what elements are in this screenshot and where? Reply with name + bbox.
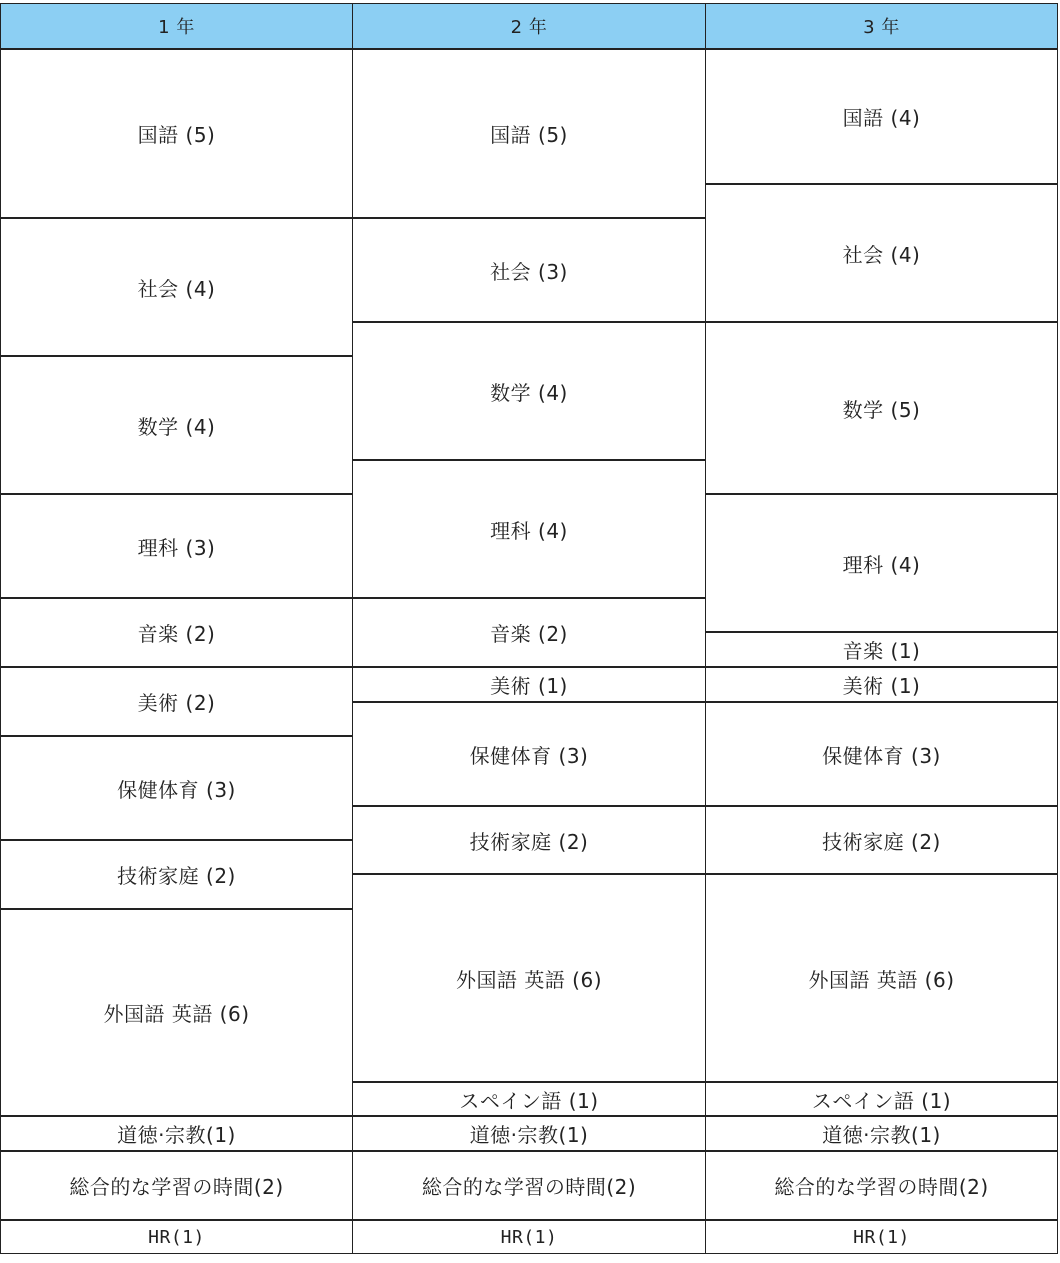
subject-cell: 音楽 (2): [0, 598, 353, 667]
subject-cell: 保健体育 (3): [705, 702, 1058, 806]
subject-cell: HR(1): [0, 1220, 353, 1254]
subject-cell: 美術 (1): [352, 667, 706, 702]
grade-3-column: [706, 4, 1058, 1254]
subject-cell: 美術 (1): [705, 667, 1058, 702]
subject-cell: 技術家庭 (2): [352, 806, 706, 874]
subject-cell: 保健体育 (3): [0, 736, 353, 840]
subject-cell: 保健体育 (3): [352, 702, 706, 806]
subject-cell: 道徳·宗教(1): [0, 1116, 353, 1151]
subject-cell: スペイン語 (1): [352, 1082, 706, 1116]
subject-cell: 音楽 (1): [705, 632, 1058, 667]
subject-cell: 理科 (4): [705, 494, 1058, 632]
grade-3-header: 3 年: [705, 3, 1058, 49]
subject-cell: 国語 (4): [705, 49, 1058, 184]
subject-cell: 音楽 (2): [352, 598, 706, 667]
subject-cell: 数学 (4): [352, 322, 706, 460]
subject-cell: 道徳·宗教(1): [705, 1116, 1058, 1151]
subject-cell: 理科 (4): [352, 460, 706, 598]
grade-2-header: 2 年: [352, 3, 706, 49]
subject-cell: 外国語 英語 (6): [0, 909, 353, 1116]
subject-cell: 数学 (4): [0, 356, 353, 494]
subject-cell: 技術家庭 (2): [0, 840, 353, 909]
subject-cell: 社会 (4): [0, 218, 353, 356]
grade-2-column: [353, 4, 706, 1254]
subject-cell: 国語 (5): [0, 49, 353, 218]
subject-cell: 理科 (3): [0, 494, 353, 598]
subject-cell: 国語 (5): [352, 49, 706, 218]
subject-cell: 総合的な学習の時間(2): [705, 1151, 1058, 1220]
subject-cell: 社会 (4): [705, 184, 1058, 322]
subject-cell: 総合的な学習の時間(2): [352, 1151, 706, 1220]
subject-cell: 外国語 英語 (6): [705, 874, 1058, 1082]
subject-cell: 美術 (2): [0, 667, 353, 736]
subject-cell: スペイン語 (1): [705, 1082, 1058, 1116]
subject-cell: 技術家庭 (2): [705, 806, 1058, 874]
subject-cell: 数学 (5): [705, 322, 1058, 494]
grade-1-header: 1 年: [0, 3, 353, 49]
subject-cell: 総合的な学習の時間(2): [0, 1151, 353, 1220]
subject-cell: 外国語 英語 (6): [352, 874, 706, 1082]
subject-cell: 社会 (3): [352, 218, 706, 322]
subject-cell: 道徳·宗教(1): [352, 1116, 706, 1151]
subject-cell: HR(1): [352, 1220, 706, 1254]
subject-cell: HR(1): [705, 1220, 1058, 1254]
grade-1-column: [1, 4, 353, 1254]
